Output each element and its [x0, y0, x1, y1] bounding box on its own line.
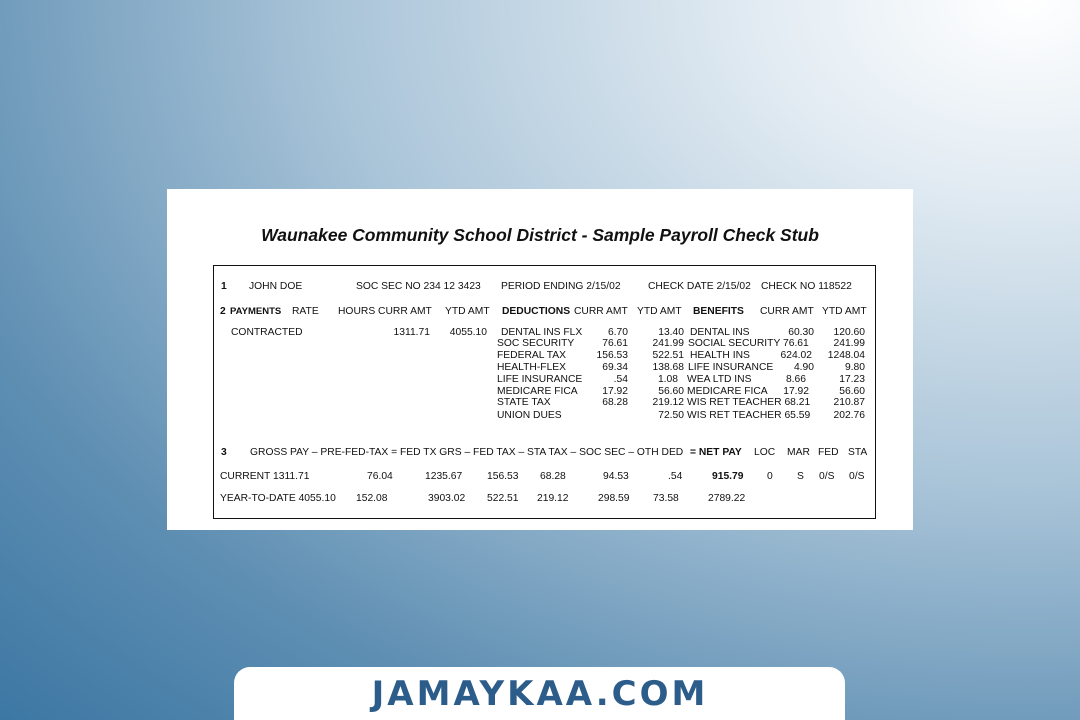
benefit-ytd: 202.76 — [833, 410, 865, 421]
benefit-ytd: 17.23 — [839, 374, 865, 385]
deductions-curr-header: CURR AMT — [574, 306, 628, 317]
loc-header: LOC — [754, 447, 776, 458]
payments-ytd-header: YTD AMT — [445, 306, 490, 317]
benefit-curr: 624.02 — [780, 350, 812, 361]
deduction-ytd: 138.68 — [652, 362, 684, 373]
payment-curr: 1311.71 — [393, 327, 430, 338]
benefit-label: WEA LTD INS — [687, 374, 752, 385]
fed-header: FED — [818, 447, 839, 458]
benefit-curr: 4.90 — [793, 362, 814, 373]
current-fed-tax: 156.53 — [487, 471, 519, 482]
section-3-number: 3 — [221, 447, 227, 458]
benefit-ytd: 1248.04 — [827, 350, 865, 361]
deduction-ytd: 56.60 — [658, 386, 684, 397]
deduction-ytd: 219.12 — [652, 397, 684, 408]
deductions-header: DEDUCTIONS — [502, 306, 571, 317]
benefit-label: DENTAL INS — [690, 327, 750, 338]
deduction-curr: 69.34 — [602, 362, 628, 373]
ytd-sta-tax: 219.12 — [537, 493, 569, 504]
benefit-label: WIS RET TEACHER 65.59 — [687, 410, 811, 421]
benefit-label: LIFE INSURANCE — [688, 362, 774, 373]
benefit-ytd: 210.87 — [833, 397, 865, 408]
current-soc-sec: 94.53 — [603, 471, 629, 482]
deduction-label: FEDERAL TAX — [497, 350, 567, 361]
current-fed-tx-grs: 1235.67 — [425, 471, 463, 482]
section-2-number: 2 — [220, 306, 226, 317]
site-watermark: JAMAYKAA.COM — [371, 674, 709, 714]
deduction-ytd: 522.51 — [652, 350, 684, 361]
current-loc: 0 — [767, 471, 773, 482]
deduction-ytd: 13.40 — [658, 327, 684, 338]
net-pay-header: = NET PAY — [690, 447, 742, 458]
benefit-label: SOCIAL SECURITY 76.61 — [688, 338, 809, 349]
current-fed: 0/S — [819, 471, 835, 482]
payment-ytd: 4055.10 — [449, 327, 487, 338]
check-date: CHECK DATE 2/15/02 — [648, 281, 751, 292]
mar-header: MAR — [787, 447, 810, 458]
benefits-curr-header: CURR AMT — [760, 306, 814, 317]
current-sta-tax: 68.28 — [540, 471, 566, 482]
ytd-pre-fed-tax: 152.08 — [356, 493, 388, 504]
benefit-label: HEALTH INS — [690, 350, 750, 361]
benefits-header: BENEFITS — [693, 306, 744, 317]
deduction-label: LIFE INSURANCE — [497, 374, 583, 385]
deduction-curr: .54 — [613, 374, 628, 385]
deduction-label: HEALTH-FLEX — [497, 362, 567, 373]
deduction-label: DENTAL INS FLX — [501, 327, 583, 338]
deduction-curr: 17.92 — [602, 386, 628, 397]
deduction-curr: 68.28 — [602, 397, 628, 408]
deduction-label: MEDICARE FICA — [497, 386, 578, 397]
deduction-label: UNION DUES — [497, 410, 562, 421]
deductions-ytd-header: YTD AMT — [637, 306, 682, 317]
current-pre-fed-tax: 76.04 — [367, 471, 393, 482]
ytd-soc-sec: 298.59 — [598, 493, 630, 504]
benefit-curr: 8.66 — [785, 374, 806, 385]
payment-label: CONTRACTED — [231, 327, 303, 338]
deduction-ytd: 1.08 — [657, 374, 678, 385]
employee-name: JOHN DOE — [249, 281, 303, 292]
net-pay-formula: GROSS PAY – PRE-FED-TAX = FED TX GRS – FED TAX – STA TAX – SOC SEC – OTH DED — [250, 447, 684, 458]
current-oth-ded: .54 — [668, 471, 683, 482]
check-number: CHECK NO 118522 — [761, 281, 852, 292]
payments-header: PAYMENTS — [230, 306, 282, 317]
benefits-ytd-header: YTD AMT — [822, 306, 867, 317]
soc-sec-no: SOC SEC NO 234 12 3423 — [356, 281, 481, 292]
deduction-label: SOC SECURITY — [497, 338, 575, 349]
benefit-ytd: 120.60 — [833, 327, 865, 338]
current-mar: S — [797, 471, 804, 482]
benefit-curr: 60.30 — [788, 327, 814, 338]
current-label: CURRENT 1311.71 — [220, 471, 310, 482]
ytd-fed-tax: 522.51 — [487, 493, 519, 504]
period-ending: PERIOD ENDING 2/15/02 — [501, 281, 621, 292]
deduction-label: STATE TAX — [497, 397, 551, 408]
benefit-label: MEDICARE FICA — [687, 386, 768, 397]
deduction-ytd: 72.50 — [658, 410, 684, 421]
ytd-label: YEAR-TO-DATE 4055.10 — [220, 493, 336, 504]
benefit-ytd: 56.60 — [839, 386, 865, 397]
rate-header: RATE — [292, 306, 319, 317]
ytd-oth-ded: 73.58 — [653, 493, 679, 504]
deduction-curr: 76.61 — [602, 338, 628, 349]
deduction-ytd: 241.99 — [652, 338, 684, 349]
stub-title: Waunakee Community School District - Sample Payroll Check Stub — [261, 225, 819, 245]
current-net-pay: 915.79 — [712, 471, 744, 482]
ytd-net-pay: 2789.22 — [708, 493, 746, 504]
ytd-fed-tx-grs: 3903.02 — [428, 493, 466, 504]
benefit-ytd: 241.99 — [833, 338, 865, 349]
sta-header: STA — [848, 447, 868, 458]
benefit-curr: 17.92 — [783, 386, 809, 397]
benefit-label: WIS RET TEACHER 68.21 — [687, 397, 811, 408]
deduction-curr: 6.70 — [607, 327, 628, 338]
section-1-number: 1 — [221, 281, 227, 292]
current-sta: 0/S — [849, 471, 865, 482]
benefit-ytd: 9.80 — [844, 362, 865, 373]
deduction-curr: 156.53 — [596, 350, 628, 361]
hours-curr-amt-header: HOURS CURR AMT — [338, 306, 432, 317]
